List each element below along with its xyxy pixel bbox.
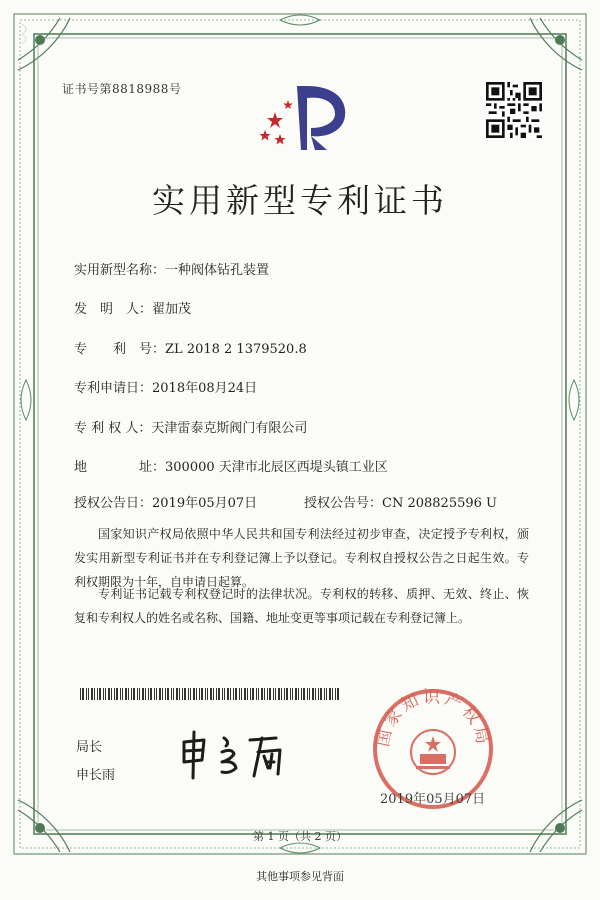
director-name: 申长雨 (76, 768, 116, 783)
barcode-bar (122, 688, 123, 700)
legal-status-paragraph: 专利证书记载专利权登记时的法律状况。专利权的转移、质押、无效、终止、恢复和专利权人的姓名或名称、国籍、地址变更等事项记载在专利登记簿上。 (74, 587, 529, 625)
barcode-bar (179, 688, 180, 700)
barcode-bar (250, 688, 251, 700)
barcode-bar (148, 688, 149, 700)
barcode-bar (205, 688, 206, 700)
barcode-bar (173, 688, 174, 700)
barcode-bar (176, 688, 178, 700)
field-patentee (74, 417, 307, 436)
barcode-bar (199, 688, 200, 700)
barcode-bar (241, 688, 242, 700)
barcode-bar (207, 688, 208, 700)
barcode-bar (210, 688, 212, 700)
barcode-bar (286, 688, 288, 700)
seal-date: 2019年05月07日 (380, 792, 486, 807)
barcode-bar (150, 688, 152, 700)
barcode-bar (290, 688, 291, 700)
barcode-bar (258, 688, 259, 700)
barcode-bar (154, 688, 155, 700)
barcode-bar (142, 688, 144, 700)
field-label: 授权公告日： (74, 496, 153, 511)
field-label: 专 利 权 人： (74, 421, 152, 436)
barcode-bar (82, 688, 84, 700)
barcode-bar (182, 688, 183, 700)
barcode-bar (222, 688, 223, 700)
barcode-bar (318, 688, 319, 700)
barcode-bar (156, 688, 157, 700)
barcode-bar (108, 688, 110, 700)
barcode-bar (230, 688, 231, 700)
field-label: 专 利 号： (74, 342, 166, 357)
barcode-bar (184, 688, 186, 700)
barcode-bar (128, 688, 129, 700)
barcode-bar (116, 688, 118, 700)
barcode-bar (145, 688, 146, 700)
field-label: 专利申请日： (74, 381, 153, 396)
barcode-bar (137, 688, 138, 700)
field-label: 实用新型名称： (74, 263, 166, 278)
barcode-bar (131, 688, 132, 700)
field-value: CN 208825596 U (382, 496, 497, 511)
field-value: ZL 2018 2 1379520.8 (165, 342, 307, 357)
barcode-bar (335, 688, 336, 700)
barcode-bar (244, 688, 246, 700)
barcode-bar (88, 688, 89, 700)
barcode-bar (103, 688, 104, 700)
barcode-bar (159, 688, 161, 700)
barcode-bar (105, 688, 106, 700)
page-indicator: 第 1 页（共 2 页） (253, 830, 347, 843)
barcode-bar (292, 688, 293, 700)
barcode-bar (190, 688, 191, 700)
field-address (74, 456, 388, 475)
barcode-bar (99, 688, 101, 700)
field-grant-publication-date (74, 492, 257, 511)
barcode-bar (303, 688, 305, 700)
field-application-date (74, 377, 257, 396)
barcode-bar (324, 688, 325, 700)
patent-office-logo-icon (255, 78, 355, 158)
barcode-bar (278, 688, 280, 700)
field-utility-model-name (74, 259, 269, 278)
barcode-bar (273, 688, 274, 700)
barcode-bar (337, 688, 339, 700)
field-value: 翟加茂 (152, 302, 192, 317)
barcode-bar (193, 688, 195, 700)
barcode-bar (239, 688, 240, 700)
barcode-bar (125, 688, 127, 700)
barcode-bar (139, 688, 140, 700)
barcode-bar (213, 688, 214, 700)
barcode-bar (188, 688, 189, 700)
barcode-bar (111, 688, 112, 700)
field-value: 一种阀体钻孔装置 (165, 263, 270, 278)
barcode-bar (315, 688, 316, 700)
barcode-bar (201, 688, 203, 700)
barcode-bar (94, 688, 95, 700)
field-inventor (74, 298, 191, 317)
barcode-bar (269, 688, 271, 700)
seal-text: 国家知识产权局 (373, 687, 493, 749)
back-note: 其他事项参见背面 (256, 870, 344, 883)
barcode-bar (162, 688, 163, 700)
barcode-bar (320, 688, 322, 700)
barcode-bar (281, 688, 282, 700)
barcode-bar (133, 688, 135, 700)
field-value: 2019年05月07日 (152, 496, 258, 511)
barcode-bar (312, 688, 314, 700)
barcode-bar (216, 688, 217, 700)
field-value: 300000 天津市北辰区西堤头镇工业区 (165, 460, 388, 475)
barcode-bar (86, 688, 87, 700)
barcode-bar (252, 688, 254, 700)
grant-statement-paragraph: 国家知识产权局依照中华人民共和国专利法经过初步审查，决定授予专利权，颁发实用新型专利证书并在专利登记簿上予以登记。专利权自授权公告之日起生效。专利权期限为十年，自申请日起算。 (74, 527, 529, 589)
field-grant-publication-number (304, 492, 497, 511)
barcode-bar (332, 688, 333, 700)
barcode-bar (114, 688, 115, 700)
certificate-title: 实用新型专利证书 (152, 181, 448, 220)
certificate-number: 证书号第8818988号 (62, 82, 182, 96)
barcode-bar (227, 688, 229, 700)
barcode-bar (196, 688, 197, 700)
barcode-bar (307, 688, 308, 700)
barcode-bar (256, 688, 257, 700)
barcode-bar (264, 688, 265, 700)
barcode-bar (80, 688, 81, 700)
barcode-bar (247, 688, 248, 700)
barcode-bar (235, 688, 237, 700)
barcode-bar (275, 688, 276, 700)
barcode-bar (171, 688, 172, 700)
qr-code-icon (486, 82, 542, 138)
barcode-icon (80, 688, 340, 700)
barcode-bar (167, 688, 169, 700)
field-label: 发 明 人： (74, 302, 153, 317)
logo-stars (260, 100, 294, 145)
barcode-bar (298, 688, 299, 700)
barcode-bar (301, 688, 302, 700)
barcode-bar (309, 688, 310, 700)
barcode-bar (261, 688, 263, 700)
barcode-bar (218, 688, 220, 700)
barcode-bar (267, 688, 268, 700)
field-value: 天津雷泰克斯阀门有限公司 (151, 421, 308, 436)
barcode-bar (233, 688, 234, 700)
signature-icon (178, 728, 308, 782)
barcode-bar (284, 688, 285, 700)
barcode-bar (97, 688, 98, 700)
barcode-bar (329, 688, 331, 700)
barcode-bar (120, 688, 121, 700)
field-label: 地 址： (74, 460, 166, 475)
field-label: 授权公告号： (304, 496, 383, 511)
field-value: 2018年08月24日 (152, 381, 258, 396)
barcode-bar (165, 688, 166, 700)
barcode-bar (91, 688, 93, 700)
field-patent-number (74, 338, 307, 357)
barcode-bar (224, 688, 225, 700)
barcode-bar (326, 688, 327, 700)
director-title: 局长 (76, 740, 103, 755)
barcode-bar (295, 688, 297, 700)
